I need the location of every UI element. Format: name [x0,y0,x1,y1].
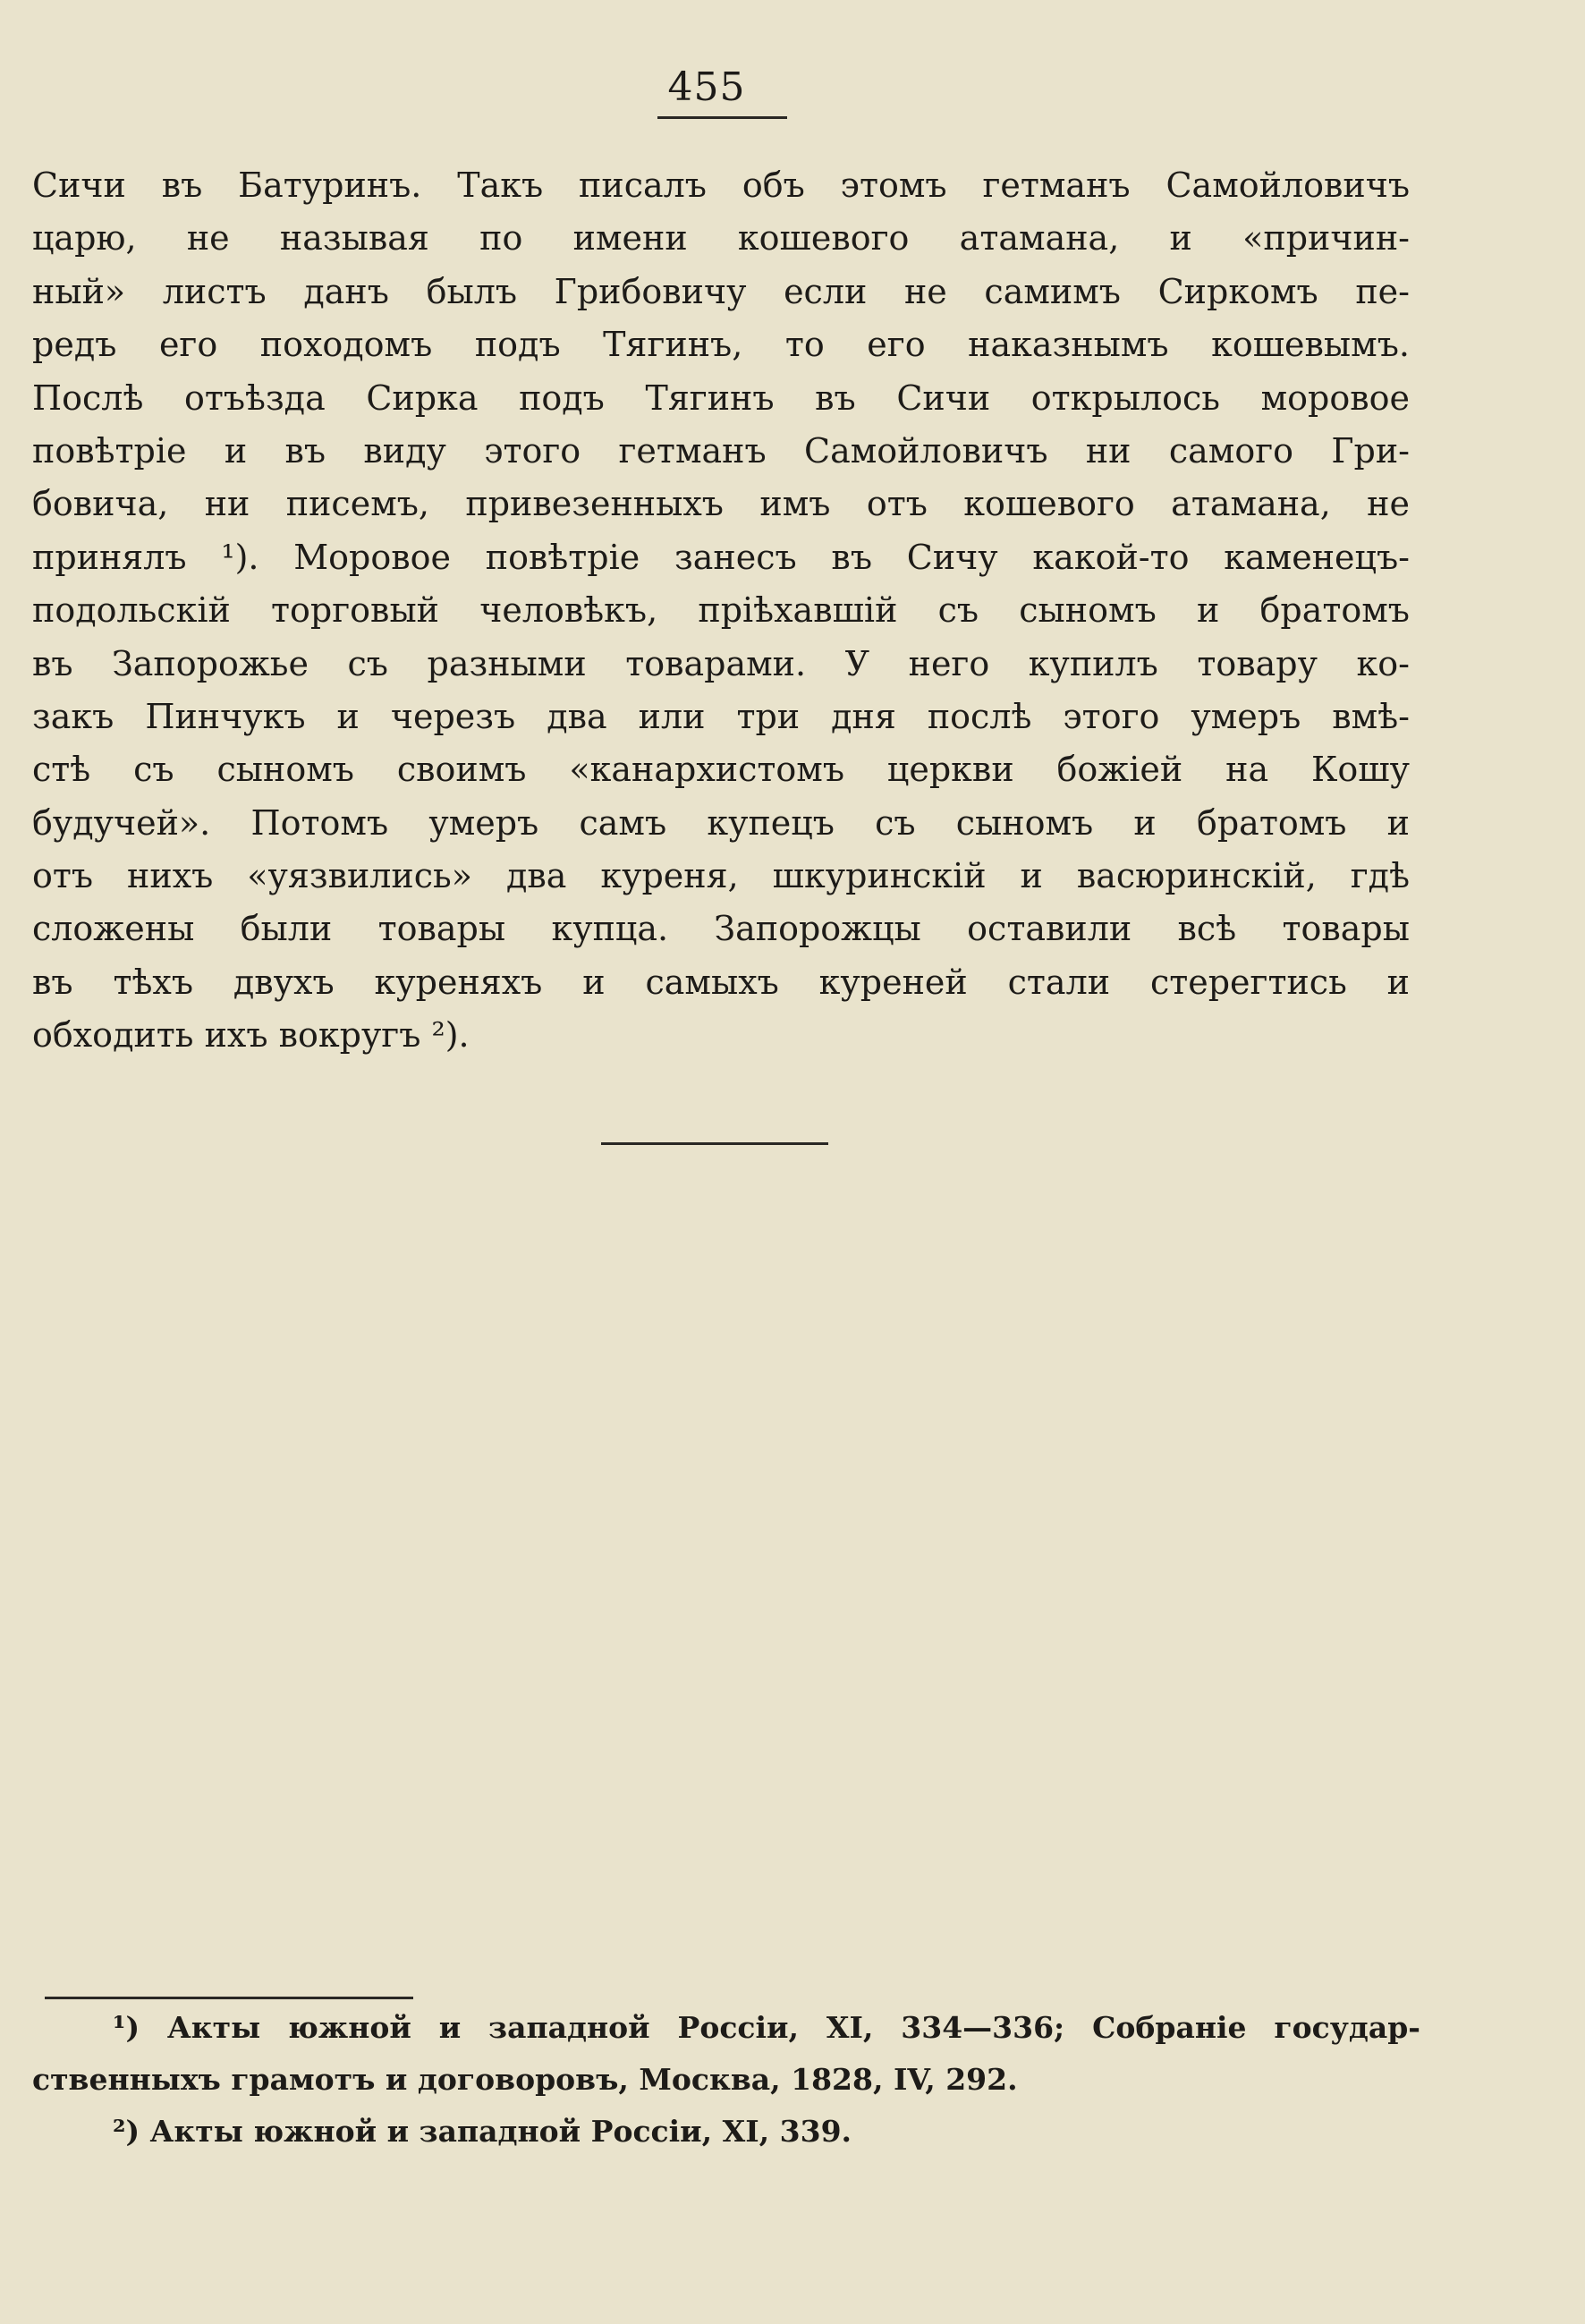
body-line: ный» листъ данъ былъ Грибовичу если не самимъ Сиркомъ пе- [32,271,1410,311]
footnotes [32,2002,1420,2158]
body-line: подольскій торговый человѣкъ, пріѣхавшій съ сыномъ и братомъ [32,590,1410,631]
body-line: закъ Пинчукъ и черезъ два или три дня послѣ этого умеръ вмѣ- [32,696,1410,736]
body-line: Послѣ отъѣзда Сирка подъ Тягинъ въ Сичи открылось моровое [32,377,1410,418]
body-line: будучей». Потомъ умеръ самъ купецъ съ сыномъ и братомъ и [32,802,1410,843]
footnote-1-line: ственныхъ грамотъ и договоровъ, Москва, 1828, IV, 292. [32,2062,1018,2097]
page-number: 455 [667,64,746,110]
footnote-separator-rule [45,1997,413,1999]
body-line: сложены были товары купца. Запорожцы оставили всѣ товары [32,909,1410,949]
body-line: бовича, ни писемъ, привезенныхъ имъ отъ кошевого атамана, не [32,484,1410,524]
body-text [32,159,1410,1063]
body-line: въ Запорожье съ разными товарами. У него купилъ товару ко- [32,643,1410,683]
page-number-rule [657,116,787,119]
body-line: редъ его походомъ подъ Тягинъ, то его наказнымъ кошевымъ. [32,325,1410,365]
footnote-2-line: ²) Акты южной и западной Россіи, XI, 339. [113,2114,852,2149]
body-line: отъ нихъ «уязвились» два куреня, шкуринскій и васюринскій, гдѣ [32,856,1410,896]
body-line: стѣ съ сыномъ своимъ «канархистомъ церкви божіей на Кошу [32,750,1410,790]
body-line: обходить ихъ вокругъ ²). [32,1015,470,1056]
body-line: Сичи въ Батуринъ. Такъ писалъ объ этомъ гетманъ Самойловичъ [32,165,1410,205]
body-line: царю, не называя по имени кошевого атамана, и «причин- [32,218,1410,259]
body-line: въ тѣхъ двухъ куреняхъ и самыхъ куреней стали стерегтись и [32,962,1410,1002]
body-line: принялъ ¹). Моровое повѣтріе занесъ въ Сичу какой-то каменецъ- [32,537,1410,577]
body-line: повѣтріе и въ виду этого гетманъ Самойловичъ ни самого Гри- [32,430,1410,471]
section-end-rule [601,1142,828,1145]
footnote-1-line: ¹) Акты южной и западной Россіи, XI, 334—336; Собраніе государ- [113,2010,1420,2045]
